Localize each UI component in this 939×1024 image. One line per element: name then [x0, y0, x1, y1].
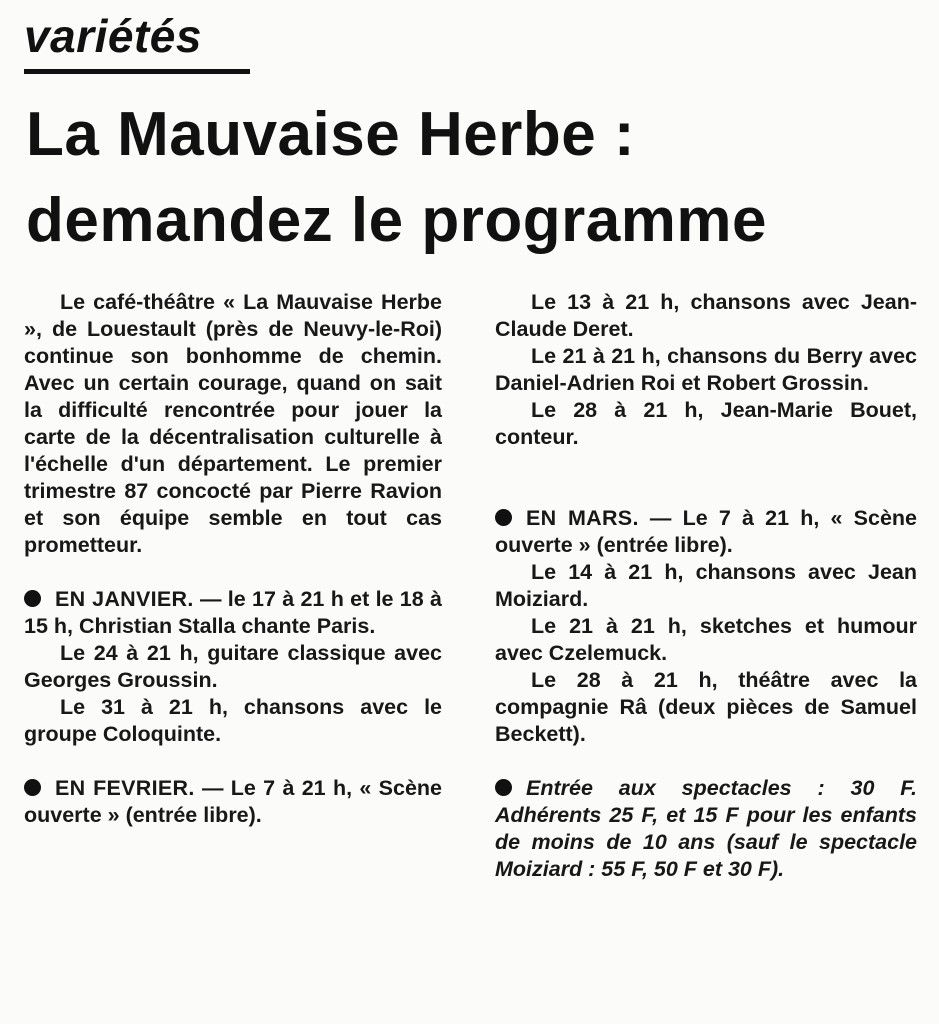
- fevrier-item: Le 13 à 21 h, chansons avec Jean-Claude Deret.: [495, 290, 917, 341]
- bullet-icon: [495, 779, 512, 796]
- mars-item: Le 21 à 21 h, sketches et humour avec Czelemuck.: [495, 614, 917, 665]
- headline-line-2: demandez le programme: [26, 186, 767, 255]
- right-column: [495, 289, 917, 883]
- left-column: [24, 289, 442, 829]
- mars-item: Le 14 à 21 h, chansons avec Jean Moiziard.: [495, 560, 917, 611]
- mars-text: — Le 7 à 21 h, « Scène ouverte » (entrée libre).: [495, 506, 917, 557]
- mars-paragraph: [495, 505, 917, 559]
- fevrier-paragraph: [24, 775, 442, 829]
- mars-heading: EN MARS.: [526, 506, 639, 530]
- article-headline: [26, 92, 926, 264]
- mars-item: Le 28 à 21 h, théâtre avec la compagnie Râ (deux pièces de Samuel Beckett).: [495, 668, 917, 746]
- janvier-item: Le 24 à 21 h, guitare classique avec Georges Groussin.: [24, 641, 442, 692]
- bullet-icon: [24, 590, 41, 607]
- intro-paragraph: Le café-théâtre « La Mauvaise Herbe », de Louestault (près de Neuvy-le-Roi) continue son bonhomme de chemin. Avec un certain courage, quand on sait la difficulté rencontrée pour jouer la carte de la décentralisation culturelle à l'échelle d'un département. Le premier trimestre 87 concocté par Pierre Ravion et son équipe semble en tout cas prometteur.: [24, 290, 442, 557]
- bullet-icon: [24, 779, 41, 796]
- janvier-text: — le 17 à 21 h et le 18 à 15 h, Christian Stalla chante Paris.: [24, 587, 442, 638]
- section-rubric: variétés: [24, 10, 202, 62]
- fevrier-text: — Le 7 à 21 h, « Scène ouverte » (entrée libre).: [24, 776, 442, 827]
- headline-line-1: La Mauvaise Herbe :: [26, 100, 636, 169]
- tarifs-paragraph: [495, 775, 917, 883]
- fevrier-item: Le 21 à 21 h, chansons du Berry avec Daniel-Adrien Roi et Robert Grossin.: [495, 344, 917, 395]
- bullet-icon: [495, 509, 512, 526]
- janvier-heading: EN JANVIER.: [55, 587, 194, 611]
- tarifs-text: Entrée aux spectacles : 30 F. Adhérents 25 F, et 15 F pour les enfants de moins de 10 ans (sauf le spectacle Moiziard : 55 F, 50 F et 30 F).: [495, 776, 917, 881]
- janvier-item: Le 31 à 21 h, chansons avec le groupe Coloquinte.: [24, 695, 442, 746]
- fevrier-item: Le 28 à 21 h, Jean-Marie Bouet, conteur.: [495, 398, 917, 449]
- janvier-paragraph: [24, 586, 442, 640]
- fevrier-heading: EN FEVRIER.: [55, 776, 195, 800]
- rubric-underline: [24, 69, 250, 74]
